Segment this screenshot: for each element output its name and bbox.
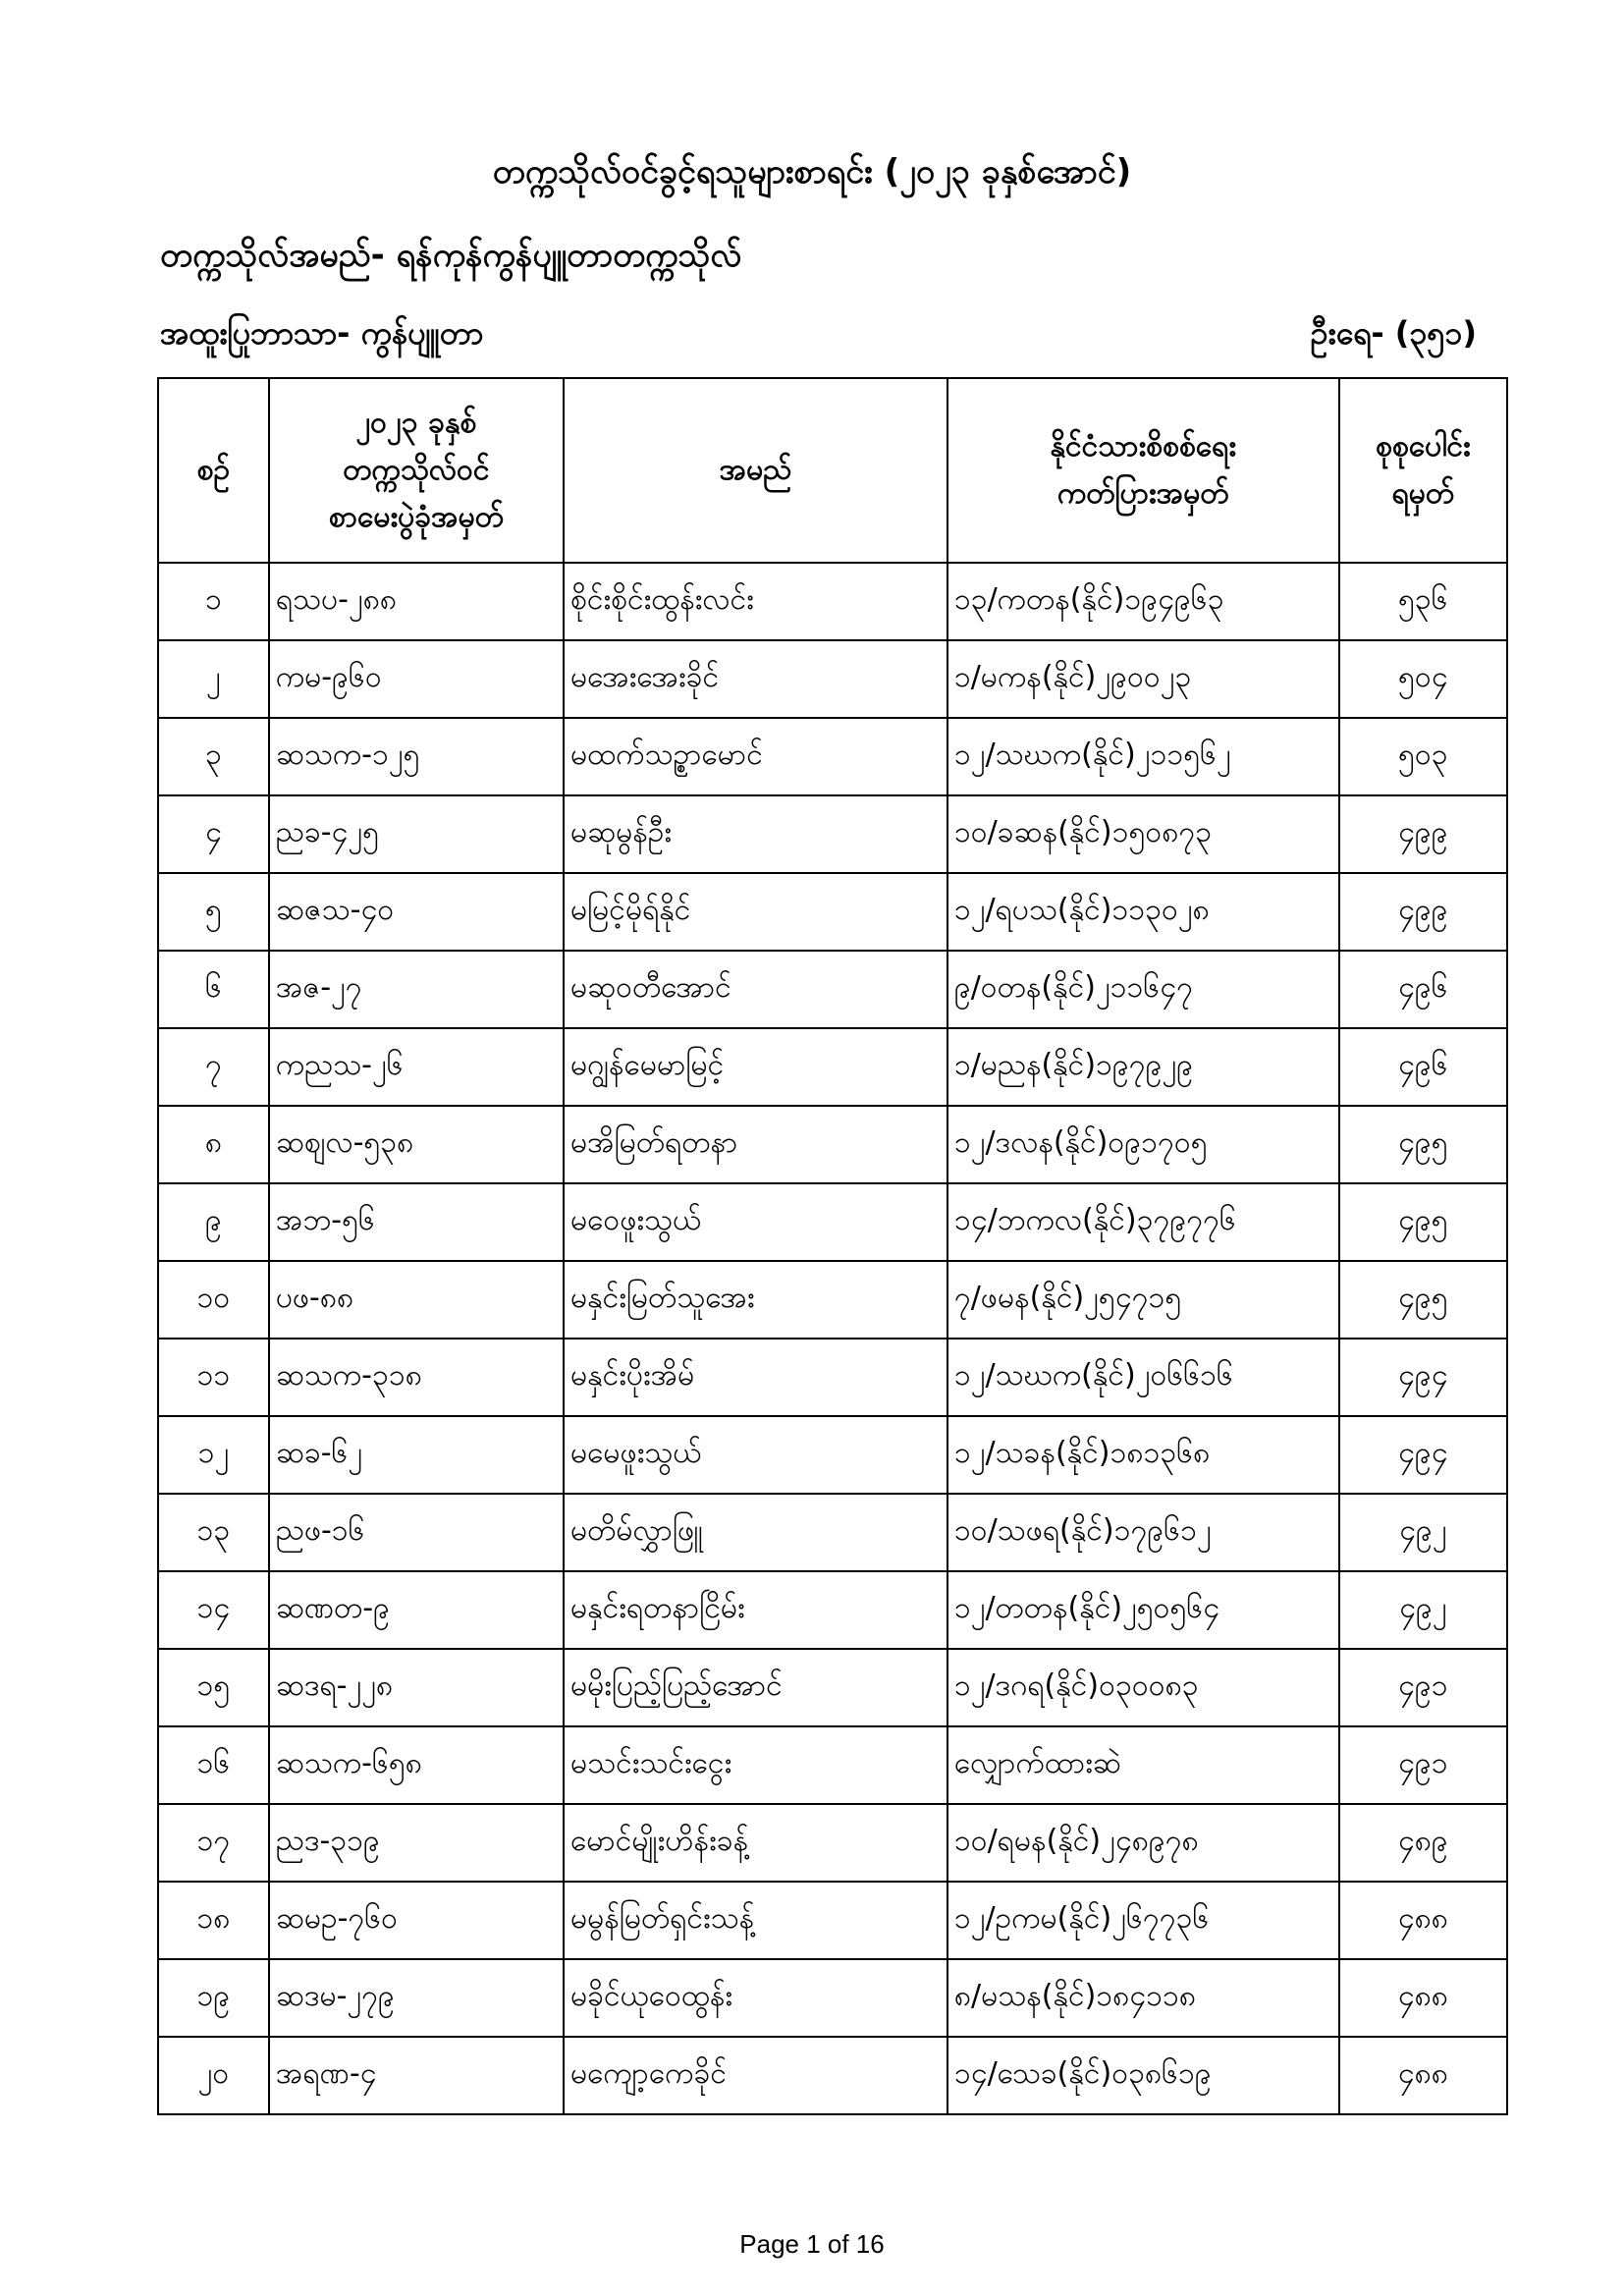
cell-exam-roll-no: ကမ-၉၆၀	[269, 640, 564, 718]
cell-nrc: ၁၂/သခန(နိုင်)၁၈၁၃၆၈	[947, 1416, 1339, 1494]
cell-name: မအေးအေးခိုင်	[564, 640, 947, 718]
table-row	[158, 1571, 1507, 1649]
table-row	[158, 795, 1507, 873]
table-row	[158, 1804, 1507, 1882]
cell-serial-no: ၁၆	[158, 1726, 269, 1804]
cell-total-score: ၅၃၆	[1339, 563, 1507, 640]
cell-nrc: ၁၀/ရမန(နိုင်)၂၄၈၉၇၈	[947, 1804, 1339, 1882]
header-score-line1: စုစုပေါင်း	[1376, 429, 1471, 464]
cell-nrc: ၁၂/တတန(နိုင်)၂၅၀၅၆၄	[947, 1571, 1339, 1649]
cell-total-score: ၄၉၂	[1339, 1494, 1507, 1571]
cell-serial-no: ၁၃	[158, 1494, 269, 1571]
cell-name: မဝေဖူးသွယ်	[564, 1183, 947, 1261]
cell-nrc: ၁၀/ခဆန(နိုင်)၁၅၀၈၇၃	[947, 795, 1339, 873]
cell-exam-roll-no: ပဖ-၈၈	[269, 1261, 564, 1339]
cell-nrc: ၈/မသန(နိုင်)၁၈၄၁၁၈	[947, 1959, 1339, 2037]
cell-exam-roll-no: ဆခ-၆၂	[269, 1416, 564, 1494]
header-exam-line3: စာမေးပွဲခုံအမှတ်	[328, 500, 504, 534]
cell-serial-no: ၄	[158, 795, 269, 873]
table-body	[158, 563, 1507, 2114]
cell-name: မသင်းသင်းငွေး	[564, 1726, 947, 1804]
cell-exam-roll-no: ဆမဥ-၇၆၀	[269, 1882, 564, 1959]
header-exam-line2: တက္ကသိုလ်ဝင်	[343, 453, 490, 487]
cell-total-score: ၄၉၆	[1339, 1028, 1507, 1106]
cell-total-score: ၄၉၂	[1339, 1571, 1507, 1649]
cell-nrc: ၁၄/ဘကလ(နိုင်)၃၇၉၇၇၆	[947, 1183, 1339, 1261]
cell-serial-no: ၆	[158, 951, 269, 1028]
header-exam-roll-no	[269, 378, 564, 563]
cell-name: မနှင်းပိုးအိမ်	[564, 1339, 947, 1416]
cell-total-score: ၄၉၅	[1339, 1183, 1507, 1261]
cell-exam-roll-no: အဇ-၂၇	[269, 951, 564, 1028]
cell-name: မဆုဝတီအောင်	[564, 951, 947, 1028]
cell-total-score: ၄၉၄	[1339, 1339, 1507, 1416]
header-exam-line1: ၂၀၂၃ ခုနှစ်	[355, 406, 477, 440]
cell-exam-roll-no: ဆဇသ-၄၀	[269, 873, 564, 951]
table-row	[158, 873, 1507, 951]
cell-name: မဂျွန်မေမာမြင့်	[564, 1028, 947, 1106]
cell-name: မခိုင်ယုဝေထွန်း	[564, 1959, 947, 2037]
cell-nrc: ၁/မကန(နိုင်)၂၉၀၀၂၃	[947, 640, 1339, 718]
cell-total-score: ၄၈၈	[1339, 1959, 1507, 2037]
cell-exam-roll-no: ဆသက-၆၅၈	[269, 1726, 564, 1804]
cell-name: စိုင်းစိုင်းထွန်းလင်း	[564, 563, 947, 640]
cell-nrc: ၁၂/ရပသ(နိုင်)၁၁၃၀၂၈	[947, 873, 1339, 951]
header-nrc-line1: နိုင်ငံသားစိစစ်ရေး	[1050, 429, 1237, 464]
cell-total-score: ၄၉၅	[1339, 1106, 1507, 1183]
cell-name: မမြင့်မိုရ်နိုင်	[564, 873, 947, 951]
cell-name: မောင်မျိုးဟိန်းခန့်	[564, 1804, 947, 1882]
cell-exam-roll-no: ဆဏတ-၉	[269, 1571, 564, 1649]
table-row	[158, 1106, 1507, 1183]
cell-exam-roll-no: ကညသ-၂၆	[269, 1028, 564, 1106]
page-number: Page 1 of 16	[739, 2229, 885, 2259]
cell-nrc: ၁၀/သဖရ(နိုင်)၁၇၉၆၁၂	[947, 1494, 1339, 1571]
cell-serial-no: ၁၀	[158, 1261, 269, 1339]
cell-nrc: ၁၂/သဃက(နိုင်)၂၀၆၆၁၆	[947, 1339, 1339, 1416]
table-header-row	[158, 378, 1507, 563]
cell-nrc: ၁၃/ကတန(နိုင်)၁၉၄၉၆၃	[947, 563, 1339, 640]
cell-exam-roll-no: ဆသက-၁၂၅	[269, 718, 564, 795]
cell-exam-roll-no: အဘ-၅၆	[269, 1183, 564, 1261]
cell-exam-roll-no: ညဒ-၃၁၉	[269, 1804, 564, 1882]
cell-total-score: ၄၉၉	[1339, 795, 1507, 873]
cell-total-score: ၄၉၁	[1339, 1649, 1507, 1726]
cell-exam-roll-no: ဆသက-၃၁၈	[269, 1339, 564, 1416]
table-row	[158, 1959, 1507, 2037]
cell-exam-roll-no: ဆစျလ-၅၃၈	[269, 1106, 564, 1183]
cell-total-score: ၄၈၈	[1339, 2037, 1507, 2114]
cell-exam-roll-no: ဆဒမ-၂၇၉	[269, 1959, 564, 2037]
cell-name: မထက်သဥ္စာမောင်	[564, 718, 947, 795]
cell-total-score: ၅၀၄	[1339, 640, 1507, 718]
cell-serial-no: ၁၈	[158, 1882, 269, 1959]
table-row	[158, 1882, 1507, 1959]
cell-nrc: ၁၂/သဃက(နိုင်)၂၁၁၅၆၂	[947, 718, 1339, 795]
header-nrc-line2: ကတ်ပြားအမှတ်	[1056, 476, 1229, 511]
cell-exam-roll-no: ဆဒရ-၂၂၈	[269, 1649, 564, 1726]
cell-serial-no: ၅	[158, 873, 269, 951]
table-row	[158, 563, 1507, 640]
cell-total-score: ၄၈၉	[1339, 1804, 1507, 1882]
header-nrc	[947, 378, 1339, 563]
table-row	[158, 2037, 1507, 2114]
student-count: ဦးရေ- (၃၅၁)	[1310, 314, 1477, 352]
table-row	[158, 1339, 1507, 1416]
cell-serial-no: ၇	[158, 1028, 269, 1106]
cell-exam-roll-no: ရသပ-၂၈၈	[269, 563, 564, 640]
cell-serial-no: ၁	[158, 563, 269, 640]
cell-name: မကျော့ကေခိုင်	[564, 2037, 947, 2114]
table-row	[158, 951, 1507, 1028]
cell-serial-no: ၁၄	[158, 1571, 269, 1649]
table-row	[158, 1261, 1507, 1339]
cell-name: မမိုးပြည့်ပြည့်အောင်	[564, 1649, 947, 1726]
cell-total-score: ၄၉၆	[1339, 951, 1507, 1028]
cell-name: မတိမ်လွှာဖြူ	[564, 1494, 947, 1571]
cell-exam-roll-no: ညခ-၄၂၅	[269, 795, 564, 873]
cell-serial-no: ၉	[158, 1183, 269, 1261]
cell-nrc: ၇/ဖမန(နိုင်)၂၅၄၇၁၅	[947, 1261, 1339, 1339]
cell-serial-no: ၂၀	[158, 2037, 269, 2114]
cell-serial-no: ၁၁	[158, 1339, 269, 1416]
header-total-score	[1339, 378, 1507, 563]
header-score-line2: ရမှတ်	[1391, 476, 1455, 511]
university-name: တက္ကသိုလ်အမည်- ရန်ကုန်ကွန်ပျူတာတက္ကသိုလ်	[160, 236, 742, 275]
document-title: တက္ကသိုလ်ဝင်ခွင့်ရသူများစာရင်း (၂၀၂၃ ခုနှစ်အောင်)	[492, 152, 1132, 191]
table-row	[158, 1649, 1507, 1726]
cell-serial-no: ၁၇	[158, 1804, 269, 1882]
cell-total-score: ၅၀၃	[1339, 718, 1507, 795]
cell-serial-no: ၁၅	[158, 1649, 269, 1726]
table-row	[158, 718, 1507, 795]
cell-nrc: ၁၂/ဒလန(နိုင်)၀၉၁၇၀၅	[947, 1106, 1339, 1183]
admission-table	[157, 377, 1508, 2115]
cell-nrc: လျှောက်ထားဆဲ	[947, 1726, 1339, 1804]
cell-name: မမွန်မြတ်ရှင်းသန့်	[564, 1882, 947, 1959]
table-row	[158, 1028, 1507, 1106]
cell-nrc: ၁၄/သေခ(နိုင်)၀၃၈၆၁၉	[947, 2037, 1339, 2114]
cell-name: မနှင်းမြတ်သူအေး	[564, 1261, 947, 1339]
cell-exam-roll-no: ညဖ-၁၆	[269, 1494, 564, 1571]
table-row	[158, 640, 1507, 718]
cell-serial-no: ၃	[158, 718, 269, 795]
cell-serial-no: ၁၉	[158, 1959, 269, 2037]
cell-total-score: ၄၈၈	[1339, 1882, 1507, 1959]
cell-name: မမေဖူးသွယ်	[564, 1416, 947, 1494]
cell-nrc: ၁/မညန(နိုင်)၁၉၇၉၂၉	[947, 1028, 1339, 1106]
cell-total-score: ၄၉၁	[1339, 1726, 1507, 1804]
table-row	[158, 1416, 1507, 1494]
major-subject: အထူးပြုဘာသာ- ကွန်ပျူတာ	[160, 314, 484, 352]
cell-total-score: ၄၉၄	[1339, 1416, 1507, 1494]
cell-total-score: ၄၉၅	[1339, 1261, 1507, 1339]
cell-serial-no: ၂	[158, 640, 269, 718]
cell-name: မဆုမွန်ဦး	[564, 795, 947, 873]
cell-total-score: ၄၉၉	[1339, 873, 1507, 951]
cell-nrc: ၉/ဝတန(နိုင်)၂၁၁၆၄၇	[947, 951, 1339, 1028]
header-serial-no: စဉ်	[158, 378, 269, 563]
cell-nrc: ၁၂/ဒဂရ(နိုင်)၀၃၀၀၈၃	[947, 1649, 1339, 1726]
table-row	[158, 1183, 1507, 1261]
table-row	[158, 1494, 1507, 1571]
table-row	[158, 1726, 1507, 1804]
cell-serial-no: ၁၂	[158, 1416, 269, 1494]
cell-name: မအိမြတ်ရတနာ	[564, 1106, 947, 1183]
cell-name: မနှင်းရတနာငြိမ်း	[564, 1571, 947, 1649]
cell-nrc: ၁၂/ဥကမ(နိုင်)၂၆၇၇၃၆	[947, 1882, 1339, 1959]
header-name: အမည်	[564, 378, 947, 563]
cell-exam-roll-no: အရဏ-၄	[269, 2037, 564, 2114]
cell-serial-no: ၈	[158, 1106, 269, 1183]
